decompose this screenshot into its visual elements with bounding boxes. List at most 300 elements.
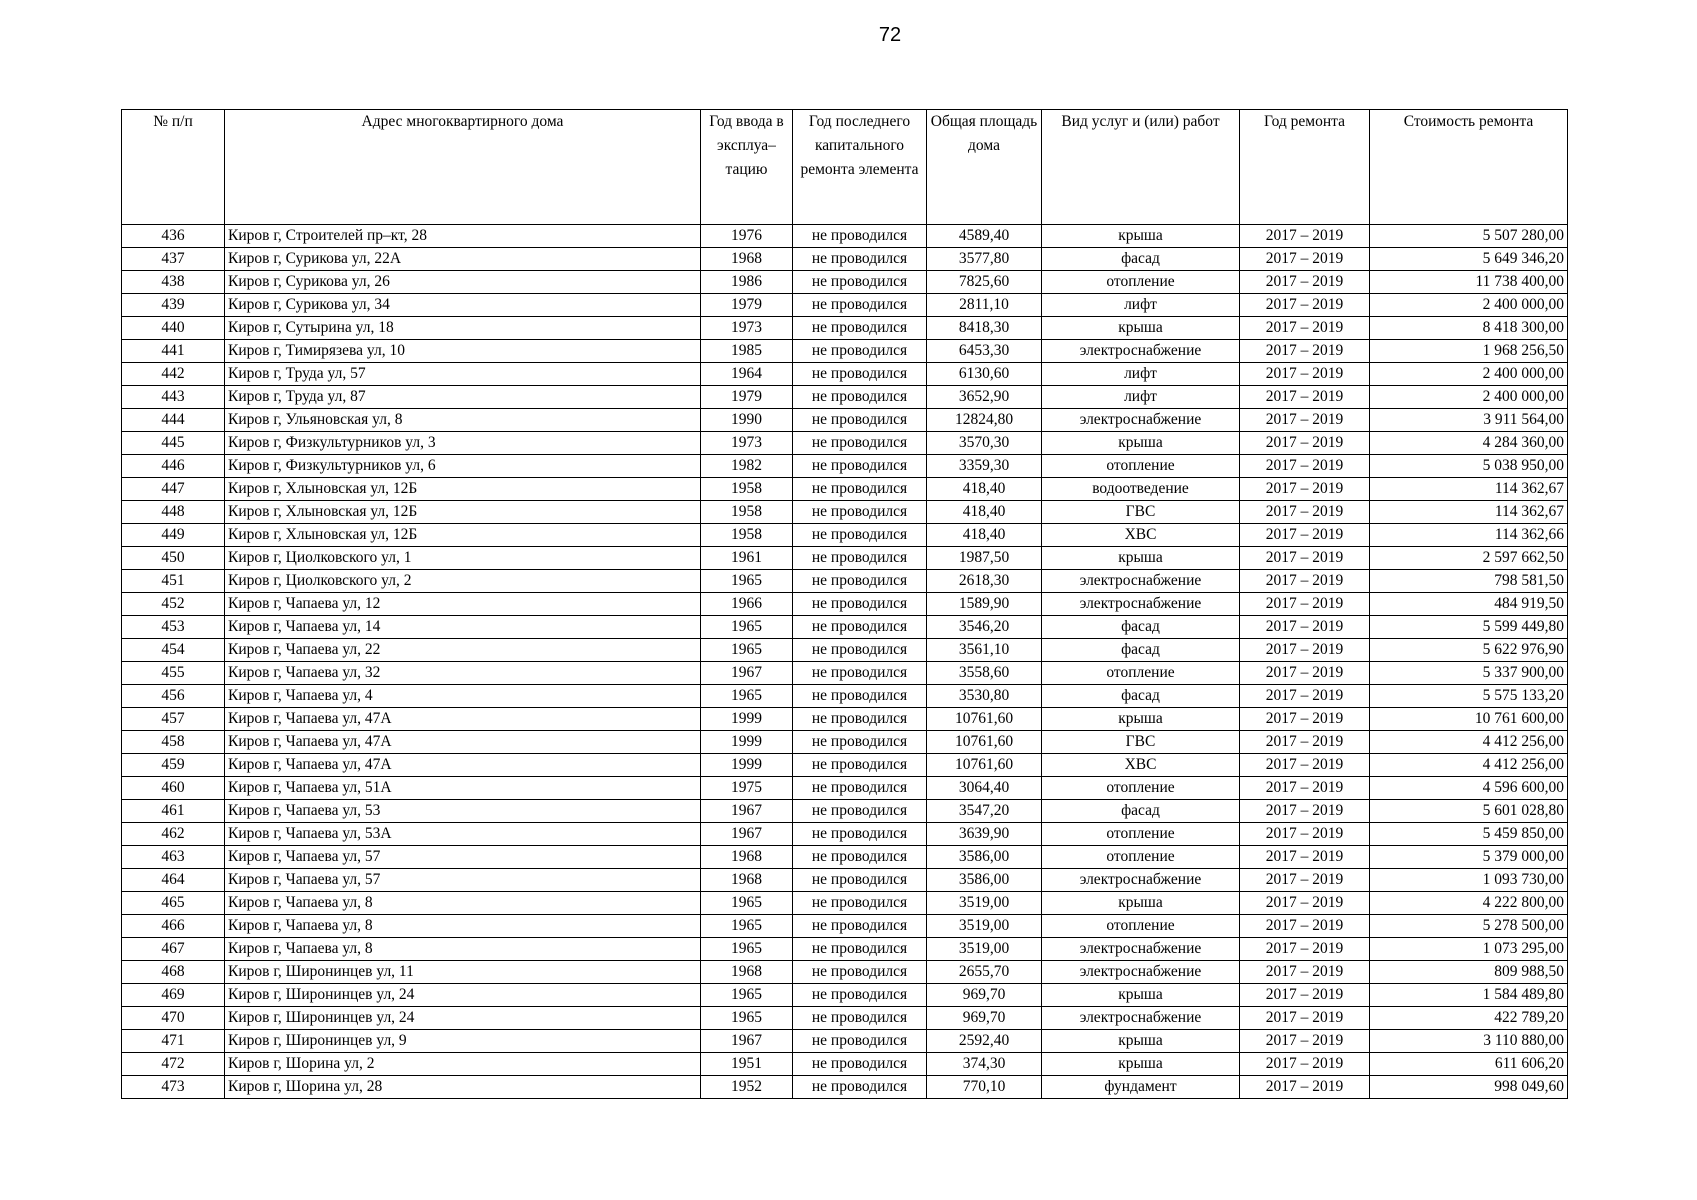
cell-last-repair: не проводился bbox=[793, 524, 927, 547]
cell-area: 2655,70 bbox=[927, 961, 1042, 984]
cell-work-type: электроснабжение bbox=[1042, 869, 1240, 892]
table-row bbox=[122, 294, 1568, 317]
cell-repair-period: 2017 – 2019 bbox=[1240, 225, 1370, 248]
cell-address: Киров г, Чапаева ул, 53 bbox=[225, 800, 701, 823]
cell-num: 451 bbox=[122, 570, 225, 593]
cell-address: Киров г, Циолковского ул, 1 bbox=[225, 547, 701, 570]
cell-year-built: 1952 bbox=[701, 1076, 793, 1099]
header-address: Адрес многоквартирного дома bbox=[225, 110, 701, 225]
table-row bbox=[122, 616, 1568, 639]
table-row bbox=[122, 708, 1568, 731]
cell-work-type: ХВС bbox=[1042, 754, 1240, 777]
cell-cost: 5 379 000,00 bbox=[1370, 846, 1568, 869]
cell-num: 465 bbox=[122, 892, 225, 915]
cell-repair-period: 2017 – 2019 bbox=[1240, 524, 1370, 547]
cell-area: 8418,30 bbox=[927, 317, 1042, 340]
cell-last-repair: не проводился bbox=[793, 1076, 927, 1099]
cell-work-type: крыша bbox=[1042, 984, 1240, 1007]
cell-repair-period: 2017 – 2019 bbox=[1240, 432, 1370, 455]
cell-work-type: лифт bbox=[1042, 363, 1240, 386]
cell-cost: 5 278 500,00 bbox=[1370, 915, 1568, 938]
cell-work-type: отопление bbox=[1042, 777, 1240, 800]
cell-num: 444 bbox=[122, 409, 225, 432]
table-row bbox=[122, 478, 1568, 501]
cell-year-built: 1958 bbox=[701, 478, 793, 501]
cell-last-repair: не проводился bbox=[793, 639, 927, 662]
cell-last-repair: не проводился bbox=[793, 248, 927, 271]
cell-address: Киров г, Циолковского ул, 2 bbox=[225, 570, 701, 593]
cell-year-built: 1968 bbox=[701, 248, 793, 271]
cell-work-type: крыша bbox=[1042, 708, 1240, 731]
cell-year-built: 1967 bbox=[701, 823, 793, 846]
cell-work-type: фасад bbox=[1042, 639, 1240, 662]
cell-last-repair: не проводился bbox=[793, 225, 927, 248]
table-row bbox=[122, 823, 1568, 846]
cell-repair-period: 2017 – 2019 bbox=[1240, 915, 1370, 938]
table-row bbox=[122, 225, 1568, 248]
cell-cost: 611 606,20 bbox=[1370, 1053, 1568, 1076]
cell-cost: 5 622 976,90 bbox=[1370, 639, 1568, 662]
cell-cost: 1 968 256,50 bbox=[1370, 340, 1568, 363]
cell-work-type: крыша bbox=[1042, 892, 1240, 915]
cell-work-type: электроснабжение bbox=[1042, 409, 1240, 432]
cell-repair-period: 2017 – 2019 bbox=[1240, 501, 1370, 524]
cell-address: Киров г, Чапаева ул, 12 bbox=[225, 593, 701, 616]
cell-year-built: 1958 bbox=[701, 501, 793, 524]
cell-last-repair: не проводился bbox=[793, 777, 927, 800]
cell-work-type: фасад bbox=[1042, 616, 1240, 639]
table-row bbox=[122, 570, 1568, 593]
cell-year-built: 1965 bbox=[701, 639, 793, 662]
cell-year-built: 1958 bbox=[701, 524, 793, 547]
cell-repair-period: 2017 – 2019 bbox=[1240, 708, 1370, 731]
cell-cost: 114 362,67 bbox=[1370, 501, 1568, 524]
cell-cost: 4 284 360,00 bbox=[1370, 432, 1568, 455]
table-row bbox=[122, 1076, 1568, 1099]
table-row bbox=[122, 248, 1568, 271]
cell-last-repair: не проводился bbox=[793, 708, 927, 731]
cell-last-repair: не проводился bbox=[793, 892, 927, 915]
table-row bbox=[122, 317, 1568, 340]
table-row bbox=[122, 1007, 1568, 1030]
cell-year-built: 1965 bbox=[701, 915, 793, 938]
cell-cost: 3 110 880,00 bbox=[1370, 1030, 1568, 1053]
cell-cost: 5 599 449,80 bbox=[1370, 616, 1568, 639]
cell-repair-period: 2017 – 2019 bbox=[1240, 616, 1370, 639]
cell-repair-period: 2017 – 2019 bbox=[1240, 409, 1370, 432]
cell-address: Киров г, Шорина ул, 2 bbox=[225, 1053, 701, 1076]
cell-repair-period: 2017 – 2019 bbox=[1240, 869, 1370, 892]
cell-last-repair: не проводился bbox=[793, 823, 927, 846]
cell-area: 3558,60 bbox=[927, 662, 1042, 685]
table-row bbox=[122, 731, 1568, 754]
cell-cost: 8 418 300,00 bbox=[1370, 317, 1568, 340]
cell-repair-period: 2017 – 2019 bbox=[1240, 547, 1370, 570]
cell-cost: 10 761 600,00 bbox=[1370, 708, 1568, 731]
cell-address: Киров г, Широнинцев ул, 9 bbox=[225, 1030, 701, 1053]
cell-last-repair: не проводился bbox=[793, 547, 927, 570]
cell-last-repair: не проводился bbox=[793, 570, 927, 593]
cell-year-built: 1985 bbox=[701, 340, 793, 363]
cell-area: 418,40 bbox=[927, 478, 1042, 501]
cell-area: 4589,40 bbox=[927, 225, 1042, 248]
cell-repair-period: 2017 – 2019 bbox=[1240, 340, 1370, 363]
cell-repair-period: 2017 – 2019 bbox=[1240, 478, 1370, 501]
cell-work-type: электроснабжение bbox=[1042, 570, 1240, 593]
cell-work-type: отопление bbox=[1042, 271, 1240, 294]
cell-repair-period: 2017 – 2019 bbox=[1240, 731, 1370, 754]
table-row bbox=[122, 363, 1568, 386]
cell-year-built: 1965 bbox=[701, 685, 793, 708]
cell-address: Киров г, Сурикова ул, 26 bbox=[225, 271, 701, 294]
cell-num: 470 bbox=[122, 1007, 225, 1030]
cell-num: 471 bbox=[122, 1030, 225, 1053]
cell-num: 443 bbox=[122, 386, 225, 409]
cell-work-type: ГВС bbox=[1042, 731, 1240, 754]
table-row bbox=[122, 409, 1568, 432]
cell-address: Киров г, Сурикова ул, 34 bbox=[225, 294, 701, 317]
header-last-repair: Год последнего капитального ремонта элемента bbox=[793, 110, 927, 225]
cell-cost: 4 412 256,00 bbox=[1370, 754, 1568, 777]
cell-num: 468 bbox=[122, 961, 225, 984]
cell-area: 3639,90 bbox=[927, 823, 1042, 846]
cell-repair-period: 2017 – 2019 bbox=[1240, 570, 1370, 593]
cell-num: 466 bbox=[122, 915, 225, 938]
cell-cost: 2 597 662,50 bbox=[1370, 547, 1568, 570]
table-body bbox=[122, 225, 1568, 1099]
cell-work-type: крыша bbox=[1042, 432, 1240, 455]
cell-last-repair: не проводился bbox=[793, 294, 927, 317]
table-header-row bbox=[122, 110, 1568, 225]
cell-repair-period: 2017 – 2019 bbox=[1240, 1030, 1370, 1053]
cell-area: 3570,30 bbox=[927, 432, 1042, 455]
cell-cost: 5 038 950,00 bbox=[1370, 455, 1568, 478]
cell-year-built: 1982 bbox=[701, 455, 793, 478]
cell-work-type: водоотведение bbox=[1042, 478, 1240, 501]
table-row bbox=[122, 271, 1568, 294]
cell-area: 12824,80 bbox=[927, 409, 1042, 432]
cell-area: 3546,20 bbox=[927, 616, 1042, 639]
cell-cost: 11 738 400,00 bbox=[1370, 271, 1568, 294]
cell-num: 473 bbox=[122, 1076, 225, 1099]
cell-cost: 2 400 000,00 bbox=[1370, 294, 1568, 317]
cell-work-type: электроснабжение bbox=[1042, 961, 1240, 984]
cell-address: Киров г, Труда ул, 87 bbox=[225, 386, 701, 409]
cell-address: Киров г, Физкультурников ул, 3 bbox=[225, 432, 701, 455]
cell-year-built: 1999 bbox=[701, 731, 793, 754]
cell-year-built: 1999 bbox=[701, 708, 793, 731]
cell-num: 445 bbox=[122, 432, 225, 455]
cell-cost: 5 337 900,00 bbox=[1370, 662, 1568, 685]
cell-repair-period: 2017 – 2019 bbox=[1240, 961, 1370, 984]
cell-work-type: крыша bbox=[1042, 225, 1240, 248]
cell-address: Киров г, Хлыновская ул, 12Б bbox=[225, 478, 701, 501]
header-work-type: Вид услуг и (или) работ bbox=[1042, 110, 1240, 225]
cell-num: 461 bbox=[122, 800, 225, 823]
cell-num: 456 bbox=[122, 685, 225, 708]
cell-repair-period: 2017 – 2019 bbox=[1240, 317, 1370, 340]
cell-num: 453 bbox=[122, 616, 225, 639]
cell-cost: 5 507 280,00 bbox=[1370, 225, 1568, 248]
cell-cost: 1 093 730,00 bbox=[1370, 869, 1568, 892]
cell-last-repair: не проводился bbox=[793, 961, 927, 984]
table-row bbox=[122, 777, 1568, 800]
cell-area: 3652,90 bbox=[927, 386, 1042, 409]
cell-work-type: электроснабжение bbox=[1042, 593, 1240, 616]
cell-repair-period: 2017 – 2019 bbox=[1240, 984, 1370, 1007]
cell-address: Киров г, Чапаева ул, 47А bbox=[225, 708, 701, 731]
cell-num: 437 bbox=[122, 248, 225, 271]
cell-repair-period: 2017 – 2019 bbox=[1240, 294, 1370, 317]
cell-num: 452 bbox=[122, 593, 225, 616]
cell-last-repair: не проводился bbox=[793, 432, 927, 455]
cell-num: 457 bbox=[122, 708, 225, 731]
cell-repair-period: 2017 – 2019 bbox=[1240, 1007, 1370, 1030]
table-row bbox=[122, 432, 1568, 455]
cell-last-repair: не проводился bbox=[793, 501, 927, 524]
cell-year-built: 1986 bbox=[701, 271, 793, 294]
cell-year-built: 1979 bbox=[701, 294, 793, 317]
cell-num: 439 bbox=[122, 294, 225, 317]
cell-last-repair: не проводился bbox=[793, 616, 927, 639]
cell-last-repair: не проводился bbox=[793, 271, 927, 294]
cell-year-built: 1968 bbox=[701, 846, 793, 869]
cell-address: Киров г, Сурикова ул, 22А bbox=[225, 248, 701, 271]
cell-area: 374,30 bbox=[927, 1053, 1042, 1076]
cell-address: Киров г, Тимирязева ул, 10 bbox=[225, 340, 701, 363]
cell-last-repair: не проводился bbox=[793, 1007, 927, 1030]
cell-num: 448 bbox=[122, 501, 225, 524]
cell-year-built: 1961 bbox=[701, 547, 793, 570]
cell-address: Киров г, Чапаева ул, 8 bbox=[225, 938, 701, 961]
cell-repair-period: 2017 – 2019 bbox=[1240, 754, 1370, 777]
cell-year-built: 1976 bbox=[701, 225, 793, 248]
cell-num: 447 bbox=[122, 478, 225, 501]
cell-area: 6130,60 bbox=[927, 363, 1042, 386]
cell-num: 438 bbox=[122, 271, 225, 294]
cell-repair-period: 2017 – 2019 bbox=[1240, 593, 1370, 616]
cell-year-built: 1990 bbox=[701, 409, 793, 432]
table-row bbox=[122, 593, 1568, 616]
cell-area: 2618,30 bbox=[927, 570, 1042, 593]
cell-num: 472 bbox=[122, 1053, 225, 1076]
cell-cost: 484 919,50 bbox=[1370, 593, 1568, 616]
cell-num: 440 bbox=[122, 317, 225, 340]
cell-address: Киров г, Строителей пр–кт, 28 bbox=[225, 225, 701, 248]
cell-year-built: 1966 bbox=[701, 593, 793, 616]
cell-num: 463 bbox=[122, 846, 225, 869]
cell-year-built: 1951 bbox=[701, 1053, 793, 1076]
cell-repair-period: 2017 – 2019 bbox=[1240, 386, 1370, 409]
cell-num: 446 bbox=[122, 455, 225, 478]
cell-address: Киров г, Физкультурников ул, 6 bbox=[225, 455, 701, 478]
header-repair-period: Год ремонта bbox=[1240, 110, 1370, 225]
cell-address: Киров г, Чапаева ул, 57 bbox=[225, 869, 701, 892]
cell-work-type: отопление bbox=[1042, 915, 1240, 938]
cell-address: Киров г, Труда ул, 57 bbox=[225, 363, 701, 386]
cell-work-type: крыша bbox=[1042, 547, 1240, 570]
cell-last-repair: не проводился bbox=[793, 869, 927, 892]
cell-repair-period: 2017 – 2019 bbox=[1240, 662, 1370, 685]
cell-cost: 3 911 564,00 bbox=[1370, 409, 1568, 432]
cell-area: 3530,80 bbox=[927, 685, 1042, 708]
cell-work-type: электроснабжение bbox=[1042, 1007, 1240, 1030]
cell-area: 3519,00 bbox=[927, 892, 1042, 915]
cell-area: 969,70 bbox=[927, 984, 1042, 1007]
cell-year-built: 1965 bbox=[701, 892, 793, 915]
cell-last-repair: не проводился bbox=[793, 915, 927, 938]
cell-year-built: 1999 bbox=[701, 754, 793, 777]
cell-repair-period: 2017 – 2019 bbox=[1240, 938, 1370, 961]
cell-cost: 1 584 489,80 bbox=[1370, 984, 1568, 1007]
table-row bbox=[122, 846, 1568, 869]
cell-num: 455 bbox=[122, 662, 225, 685]
cell-work-type: лифт bbox=[1042, 294, 1240, 317]
cell-work-type: отопление bbox=[1042, 662, 1240, 685]
cell-repair-period: 2017 – 2019 bbox=[1240, 800, 1370, 823]
cell-year-built: 1967 bbox=[701, 800, 793, 823]
cell-repair-period: 2017 – 2019 bbox=[1240, 271, 1370, 294]
cell-work-type: крыша bbox=[1042, 1053, 1240, 1076]
cell-work-type: электроснабжение bbox=[1042, 340, 1240, 363]
cell-year-built: 1965 bbox=[701, 570, 793, 593]
cell-year-built: 1967 bbox=[701, 662, 793, 685]
page-number: 72 bbox=[878, 24, 902, 46]
cell-last-repair: не проводился bbox=[793, 317, 927, 340]
header-num: № п/п bbox=[122, 110, 225, 225]
cell-work-type: отопление bbox=[1042, 823, 1240, 846]
cell-address: Киров г, Чапаева ул, 8 bbox=[225, 892, 701, 915]
table-row bbox=[122, 386, 1568, 409]
cell-last-repair: не проводился bbox=[793, 938, 927, 961]
cell-work-type: крыша bbox=[1042, 1030, 1240, 1053]
cell-num: 458 bbox=[122, 731, 225, 754]
repair-registry-table bbox=[121, 109, 1568, 1099]
cell-address: Киров г, Сутырина ул, 18 bbox=[225, 317, 701, 340]
cell-work-type: крыша bbox=[1042, 317, 1240, 340]
cell-work-type: лифт bbox=[1042, 386, 1240, 409]
table-row bbox=[122, 754, 1568, 777]
cell-last-repair: не проводился bbox=[793, 386, 927, 409]
cell-num: 469 bbox=[122, 984, 225, 1007]
cell-address: Киров г, Чапаева ул, 8 bbox=[225, 915, 701, 938]
cell-area: 2811,10 bbox=[927, 294, 1042, 317]
cell-area: 770,10 bbox=[927, 1076, 1042, 1099]
table-row bbox=[122, 501, 1568, 524]
cell-cost: 809 988,50 bbox=[1370, 961, 1568, 984]
cell-repair-period: 2017 – 2019 bbox=[1240, 777, 1370, 800]
cell-area: 3359,30 bbox=[927, 455, 1042, 478]
cell-address: Киров г, Хлыновская ул, 12Б bbox=[225, 524, 701, 547]
cell-last-repair: не проводился bbox=[793, 455, 927, 478]
cell-repair-period: 2017 – 2019 bbox=[1240, 823, 1370, 846]
cell-year-built: 1965 bbox=[701, 938, 793, 961]
cell-cost: 5 575 133,20 bbox=[1370, 685, 1568, 708]
cell-address: Киров г, Широнинцев ул, 24 bbox=[225, 1007, 701, 1030]
cell-area: 3064,40 bbox=[927, 777, 1042, 800]
cell-work-type: фасад bbox=[1042, 800, 1240, 823]
cell-address: Киров г, Чапаева ул, 22 bbox=[225, 639, 701, 662]
table-row bbox=[122, 639, 1568, 662]
cell-cost: 1 073 295,00 bbox=[1370, 938, 1568, 961]
table-row bbox=[122, 455, 1568, 478]
cell-area: 7825,60 bbox=[927, 271, 1042, 294]
cell-work-type: отопление bbox=[1042, 846, 1240, 869]
cell-work-type: отопление bbox=[1042, 455, 1240, 478]
cell-num: 460 bbox=[122, 777, 225, 800]
cell-address: Киров г, Чапаева ул, 47А bbox=[225, 731, 701, 754]
cell-num: 462 bbox=[122, 823, 225, 846]
cell-last-repair: не проводился bbox=[793, 984, 927, 1007]
cell-num: 467 bbox=[122, 938, 225, 961]
cell-area: 10761,60 bbox=[927, 731, 1042, 754]
cell-address: Киров г, Шорина ул, 28 bbox=[225, 1076, 701, 1099]
cell-year-built: 1967 bbox=[701, 1030, 793, 1053]
cell-year-built: 1973 bbox=[701, 317, 793, 340]
cell-year-built: 1965 bbox=[701, 984, 793, 1007]
cell-address: Киров г, Чапаева ул, 51А bbox=[225, 777, 701, 800]
cell-cost: 422 789,20 bbox=[1370, 1007, 1568, 1030]
cell-area: 3519,00 bbox=[927, 915, 1042, 938]
cell-last-repair: не проводился bbox=[793, 409, 927, 432]
cell-address: Киров г, Чапаева ул, 32 bbox=[225, 662, 701, 685]
cell-cost: 4 222 800,00 bbox=[1370, 892, 1568, 915]
cell-address: Киров г, Чапаева ул, 4 bbox=[225, 685, 701, 708]
cell-num: 454 bbox=[122, 639, 225, 662]
cell-address: Киров г, Чапаева ул, 57 bbox=[225, 846, 701, 869]
cell-cost: 114 362,66 bbox=[1370, 524, 1568, 547]
table-row bbox=[122, 547, 1568, 570]
cell-last-repair: не проводился bbox=[793, 478, 927, 501]
cell-num: 464 bbox=[122, 869, 225, 892]
cell-address: Киров г, Широнинцев ул, 11 bbox=[225, 961, 701, 984]
cell-area: 3561,10 bbox=[927, 639, 1042, 662]
cell-repair-period: 2017 – 2019 bbox=[1240, 846, 1370, 869]
cell-address: Киров г, Широнинцев ул, 24 bbox=[225, 984, 701, 1007]
cell-last-repair: не проводился bbox=[793, 593, 927, 616]
cell-last-repair: не проводился bbox=[793, 846, 927, 869]
cell-cost: 5 649 346,20 bbox=[1370, 248, 1568, 271]
cell-last-repair: не проводился bbox=[793, 685, 927, 708]
table-row bbox=[122, 1053, 1568, 1076]
table-row bbox=[122, 662, 1568, 685]
cell-year-built: 1965 bbox=[701, 616, 793, 639]
cell-last-repair: не проводился bbox=[793, 662, 927, 685]
table-row bbox=[122, 1030, 1568, 1053]
cell-address: Киров г, Чапаева ул, 47А bbox=[225, 754, 701, 777]
cell-area: 3519,00 bbox=[927, 938, 1042, 961]
cell-cost: 2 400 000,00 bbox=[1370, 363, 1568, 386]
cell-work-type: электроснабжение bbox=[1042, 938, 1240, 961]
cell-last-repair: не проводился bbox=[793, 1053, 927, 1076]
cell-cost: 5 601 028,80 bbox=[1370, 800, 1568, 823]
table-row bbox=[122, 915, 1568, 938]
cell-area: 3577,80 bbox=[927, 248, 1042, 271]
table-row bbox=[122, 685, 1568, 708]
cell-year-built: 1979 bbox=[701, 386, 793, 409]
cell-work-type: фундамент bbox=[1042, 1076, 1240, 1099]
cell-year-built: 1973 bbox=[701, 432, 793, 455]
cell-repair-period: 2017 – 2019 bbox=[1240, 455, 1370, 478]
cell-area: 3586,00 bbox=[927, 846, 1042, 869]
cell-work-type: фасад bbox=[1042, 685, 1240, 708]
cell-year-built: 1968 bbox=[701, 961, 793, 984]
cell-work-type: фасад bbox=[1042, 248, 1240, 271]
cell-address: Киров г, Чапаева ул, 53А bbox=[225, 823, 701, 846]
header-year-built: Год ввода в эксплуа–тацию bbox=[701, 110, 793, 225]
cell-area: 418,40 bbox=[927, 524, 1042, 547]
table-row bbox=[122, 961, 1568, 984]
